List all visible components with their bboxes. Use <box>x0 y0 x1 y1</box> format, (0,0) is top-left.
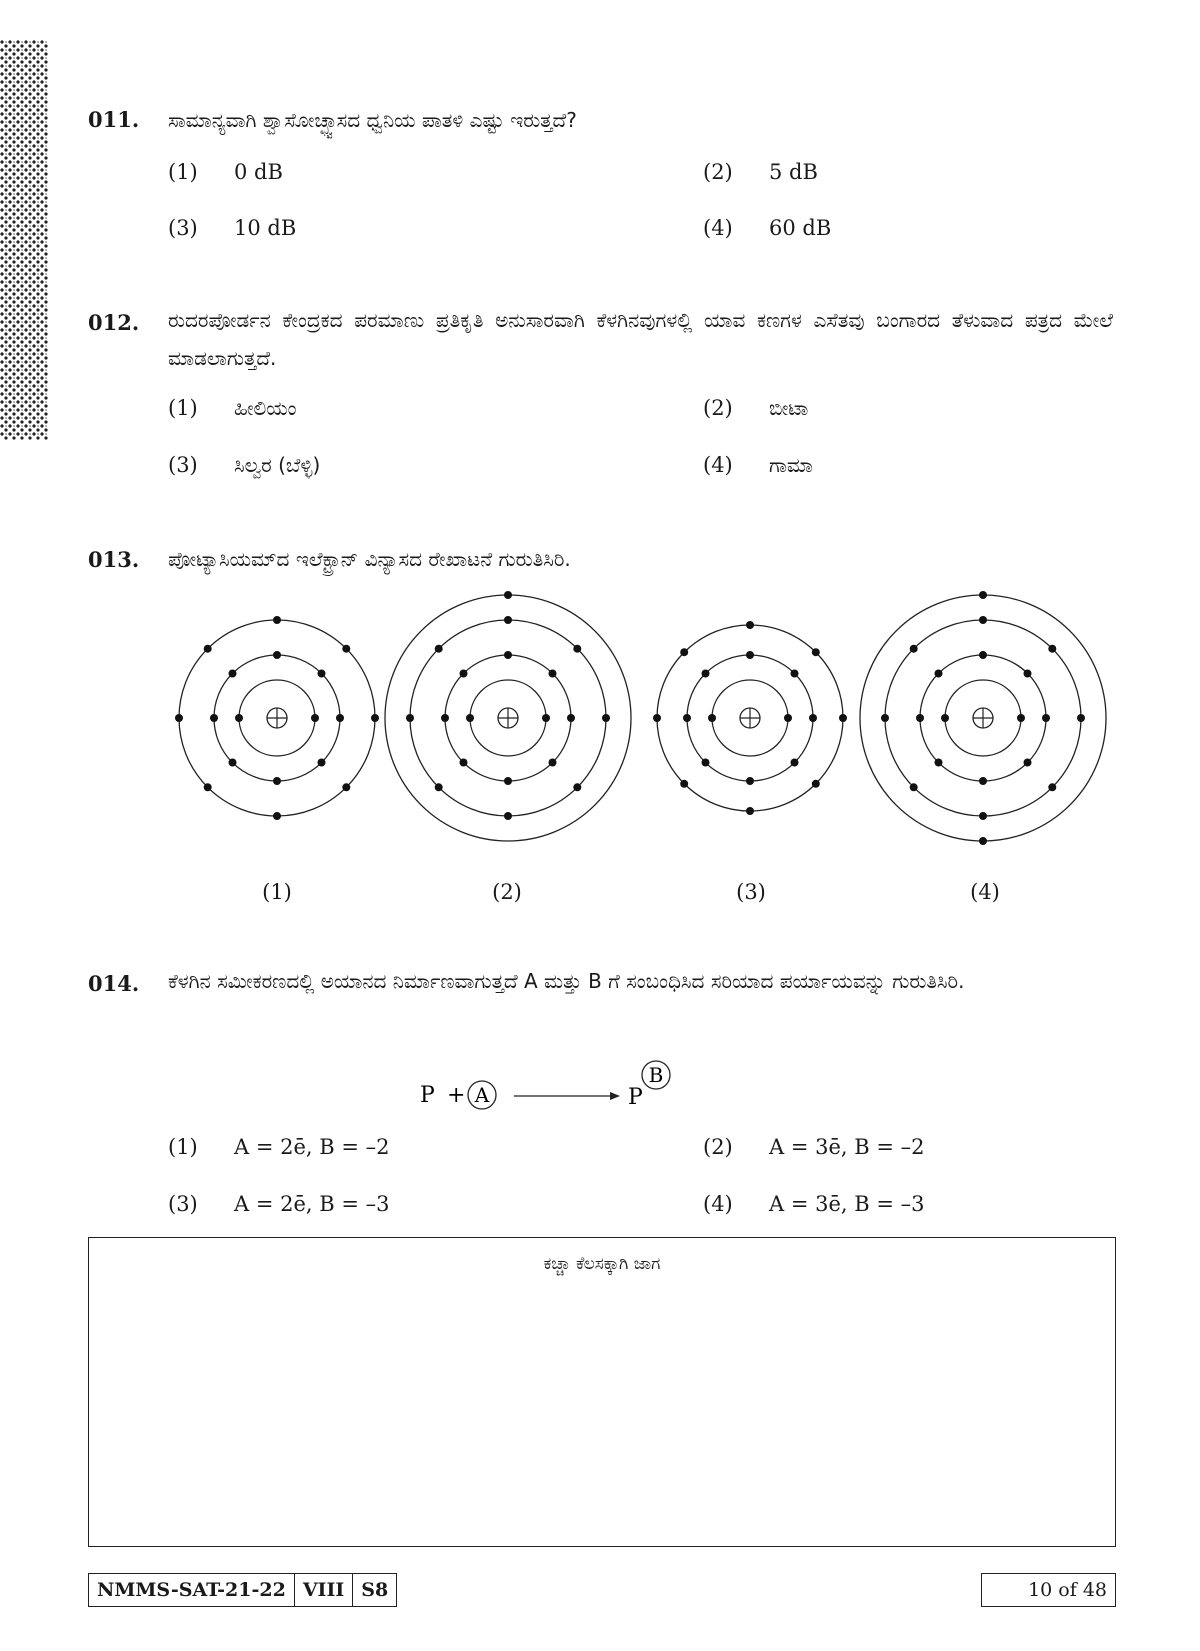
electron-dot <box>460 759 468 767</box>
electron-dot <box>910 645 918 653</box>
electron-dot <box>839 714 847 722</box>
electron-dot <box>504 616 512 624</box>
diagram-caption: (2) <box>492 880 522 904</box>
option-text: A = 3ē, B = –3 <box>769 1192 925 1216</box>
option-number: (1) <box>168 396 198 420</box>
option-number: (1) <box>168 1135 198 1159</box>
electron-dot <box>549 670 557 678</box>
option[interactable] <box>168 1135 390 1159</box>
option[interactable] <box>168 160 283 184</box>
electron-dot <box>702 670 710 678</box>
electron-dot <box>466 714 474 722</box>
option[interactable] <box>168 396 297 420</box>
option-number: (2) <box>703 1135 733 1159</box>
electron-dot <box>229 759 237 767</box>
option[interactable] <box>703 396 808 420</box>
electron-dot <box>784 714 792 722</box>
question-text: ಕೆಳಗಿನ ಸಮೀಕರಣದಲ್ಲಿ ಅಯಾನದ ನಿರ್ಮಾಣವಾಗುತ್ತದೆ A ಮತ್ತು B ಗೆ ಸಂಬಂಧಿಸಿದ ಸರಿಯಾದ ಪರ್ಯಾಯವನ್ನು ಗುರುತಿಸಿರಿ. <box>168 969 965 993</box>
option-number: (4) <box>703 453 733 477</box>
electron-dot <box>504 651 512 659</box>
electron-dot <box>435 783 443 791</box>
rough-work-box <box>88 1237 1116 1547</box>
option[interactable] <box>168 453 320 477</box>
option-number: (3) <box>168 216 198 240</box>
question-text: ಪೋಟ್ಯಾಸಿಯಮ್‌ದ ಇಲೆಕ್ಟ್ರಾನ್ ವಿನ್ಯಾಸದ ರೇಖಾಟನೆ ಗುರುತಿಸಿರಿ. <box>168 547 571 571</box>
electron-dot <box>979 837 987 845</box>
electron-dot <box>342 783 350 791</box>
option-text: 60 dB <box>769 216 832 240</box>
equation-plus: + <box>447 1083 466 1108</box>
electron-dot <box>1024 759 1032 767</box>
question-number: 013. <box>88 547 140 572</box>
electron-dot <box>460 670 468 678</box>
electron-dot <box>746 621 754 629</box>
electron-dot <box>406 714 414 722</box>
question-number: 012. <box>88 310 140 335</box>
electron-dot <box>979 616 987 624</box>
electron-dot <box>812 648 820 656</box>
electron-dot <box>916 714 924 722</box>
electron-dot <box>504 777 512 785</box>
option[interactable] <box>703 216 831 240</box>
electron-dot <box>1048 783 1056 791</box>
option-text: ಬೀಟಾ <box>769 396 809 420</box>
option[interactable] <box>703 1192 925 1216</box>
electron-dot <box>791 670 799 678</box>
option-text: 10 dB <box>234 216 297 240</box>
electron-dot <box>680 780 688 788</box>
question-number: 014. <box>88 971 140 996</box>
option-number: (4) <box>703 216 733 240</box>
option-number: (2) <box>703 160 733 184</box>
option-text: ಗಾಮಾ <box>769 453 813 477</box>
footer-code-box <box>88 1573 397 1607</box>
electron-dot <box>441 714 449 722</box>
page-number: 10 of 48 <box>1028 1579 1107 1601</box>
arrow-head <box>610 1092 620 1100</box>
electron-dot <box>653 714 661 722</box>
footer-set: S8 <box>361 1579 389 1601</box>
atom-diagram-4 <box>860 591 1106 845</box>
electron-dot <box>910 783 918 791</box>
question-number: 011. <box>88 107 140 132</box>
electron-dot <box>336 714 344 722</box>
electron-dot <box>573 783 581 791</box>
footer-exam-code: NMMS-SAT-21-22 <box>89 1574 295 1606</box>
option-number: (4) <box>703 1192 733 1216</box>
atom-diagrams <box>0 590 1200 850</box>
footer-class: VIII <box>295 1574 353 1606</box>
decorative-side-pattern <box>0 40 48 440</box>
equation-b: B <box>648 1063 664 1087</box>
atom-diagram-1 <box>175 616 379 820</box>
option[interactable] <box>703 160 818 184</box>
option[interactable] <box>168 1192 390 1216</box>
option-text: ಸಿಲ್ವರ (ಬೆಳ್ಳಿ) <box>234 453 321 477</box>
electron-dot <box>746 651 754 659</box>
electron-dot <box>229 670 237 678</box>
electron-dot <box>371 714 379 722</box>
electron-dot <box>204 645 212 653</box>
electron-dot <box>273 651 281 659</box>
option[interactable] <box>703 1135 925 1159</box>
diagram-caption: (1) <box>262 880 292 904</box>
electron-dot <box>210 714 218 722</box>
option-number: (3) <box>168 1192 198 1216</box>
electron-dot <box>1077 714 1085 722</box>
electron-dot <box>273 616 281 624</box>
option-text: 0 dB <box>234 160 283 184</box>
rough-work-label: ಕಚ್ಚಾ ಕೆಲಸಕ್ಕಾಗಿ ಜಾಗ <box>543 1254 661 1274</box>
electron-dot <box>318 759 326 767</box>
electron-dot <box>504 591 512 599</box>
diagram-caption: (4) <box>970 880 1000 904</box>
equation-p: P <box>420 1083 435 1108</box>
electron-dot <box>680 648 688 656</box>
electron-dot <box>941 714 949 722</box>
electron-dot <box>1024 670 1032 678</box>
option-text: A = 2ē, B = –2 <box>234 1135 390 1159</box>
option-number: (3) <box>168 453 198 477</box>
electron-dot <box>567 714 575 722</box>
option-text: ಹೀಲಿಯಂ <box>234 396 297 420</box>
electron-dot <box>318 670 326 678</box>
electron-dot <box>746 807 754 815</box>
electron-dot <box>812 780 820 788</box>
page-number-box <box>981 1573 1116 1607</box>
electron-dot <box>311 714 319 722</box>
option[interactable] <box>168 216 296 240</box>
equation-p2: P <box>628 1085 643 1110</box>
electron-dot <box>175 714 183 722</box>
electron-dot <box>708 714 716 722</box>
electron-dot <box>1048 645 1056 653</box>
electron-dot <box>273 777 281 785</box>
equation-a: A <box>474 1083 490 1107</box>
option-number: (1) <box>168 160 198 184</box>
electron-dot <box>746 777 754 785</box>
option[interactable] <box>703 453 813 477</box>
question-text: ಸಾಮಾನ್ಯವಾಗಿ ಶ್ವಾಸೋಚ್ಛ್ವಾಸದ ಧ್ವನಿಯ ಪಾತಳಿ ಎಷ್ಟು ಇರುತ್ತದೆ? <box>168 108 577 132</box>
electron-dot <box>204 783 212 791</box>
diagram-caption: (3) <box>736 880 766 904</box>
electron-dot <box>542 714 550 722</box>
electron-dot <box>935 670 943 678</box>
electron-dot <box>504 812 512 820</box>
electron-dot <box>342 645 350 653</box>
electron-dot <box>549 759 557 767</box>
electron-dot <box>935 759 943 767</box>
atom-diagram-3 <box>653 621 847 815</box>
electron-dot <box>435 645 443 653</box>
electron-dot <box>573 645 581 653</box>
option-text: A = 3ē, B = –2 <box>769 1135 925 1159</box>
electron-dot <box>979 651 987 659</box>
electron-dot <box>702 759 710 767</box>
electron-dot <box>791 759 799 767</box>
electron-dot <box>602 714 610 722</box>
ion-equation <box>410 1058 690 1118</box>
electron-dot <box>809 714 817 722</box>
atom-diagram-2 <box>385 591 631 841</box>
question-text: ರುದರಪೋರ್ಡನ ಕೇಂದ್ರಕದ ಪರಮಾಣು ಪ್ರತಿಕೃತಿ ಅನುಸಾರವಾಗಿ ಕೆಳಗಿನವುಗಳಲ್ಲಿ ಯಾವ ಕಣಗಳ ಎಸೆತವು ಬಂಗಾರದ ತೆಳುವಾದ ಪತ್ರದ ಮೇಲೆ ಮಾಡಲಾಗುತ್ತದೆ. <box>168 308 1113 370</box>
electron-dot <box>1042 714 1050 722</box>
electron-dot <box>683 714 691 722</box>
electron-dot <box>979 812 987 820</box>
electron-dot <box>979 591 987 599</box>
option-number: (2) <box>703 396 733 420</box>
option-text: A = 2ē, B = –3 <box>234 1192 390 1216</box>
electron-dot <box>979 777 987 785</box>
option-text: 5 dB <box>769 160 818 184</box>
electron-dot <box>1017 714 1025 722</box>
electron-dot <box>273 812 281 820</box>
electron-dot <box>881 714 889 722</box>
electron-dot <box>235 714 243 722</box>
